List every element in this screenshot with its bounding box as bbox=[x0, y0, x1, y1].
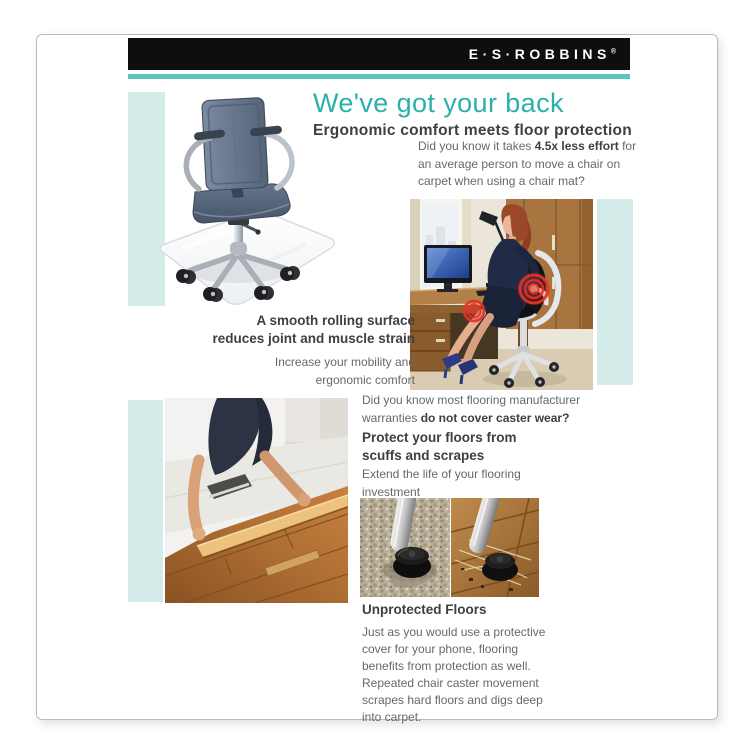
flooring-fact-line-1: Did you know most flooring manufacturer bbox=[362, 393, 581, 407]
woman-back-strain-photo bbox=[410, 199, 593, 390]
fact-line-2: an average person to move a chair on bbox=[418, 156, 621, 171]
chair-mat-fact bbox=[418, 138, 636, 191]
caster-on-carpet-photo bbox=[360, 498, 450, 597]
registered-mark: ® bbox=[610, 48, 616, 56]
fact-line-1: Did you know it takes 4.5x less effort for bbox=[418, 139, 637, 153]
page-subtitle: Ergonomic comfort meets floor protection bbox=[313, 122, 632, 139]
floor-installation-photo bbox=[165, 398, 348, 603]
caster-photos bbox=[360, 498, 539, 597]
brand-header bbox=[128, 38, 630, 70]
fact-line-3: carpet when using a chair mat? bbox=[418, 174, 585, 188]
teal-band-middle-right bbox=[597, 199, 633, 385]
protect-floors-headline: Protect your floors from scuffs and scrapes bbox=[362, 430, 517, 463]
flooring-fact-line-2: warranties do not cover caster wear? bbox=[362, 410, 570, 425]
page-title: We've got your back bbox=[313, 88, 564, 118]
brand-logo bbox=[469, 46, 616, 62]
teal-rule bbox=[128, 74, 630, 79]
caster-on-wood-photo bbox=[451, 498, 539, 597]
unprotected-floors-body: Just as you would use a protective cover for your phone, flooring benefits from protection as well. Repeated chair caster movement scrapes hard floors and digs deep into carpet. bbox=[362, 625, 546, 724]
teal-band-bottom-left bbox=[128, 400, 163, 602]
brand-logo-text: E·S·ROBBINS bbox=[468, 46, 611, 62]
ergonomics-headline: A smooth rolling surface reduces joint and muscle strain bbox=[212, 313, 415, 346]
extend-life-caption: Extend the life of your flooring investment bbox=[362, 467, 521, 499]
unprotected-floors-title: Unprotected Floors bbox=[362, 602, 487, 617]
ergonomics-caption: Increase your mobility and ergonomic comfort bbox=[274, 355, 415, 387]
flooring-fact bbox=[362, 392, 580, 427]
